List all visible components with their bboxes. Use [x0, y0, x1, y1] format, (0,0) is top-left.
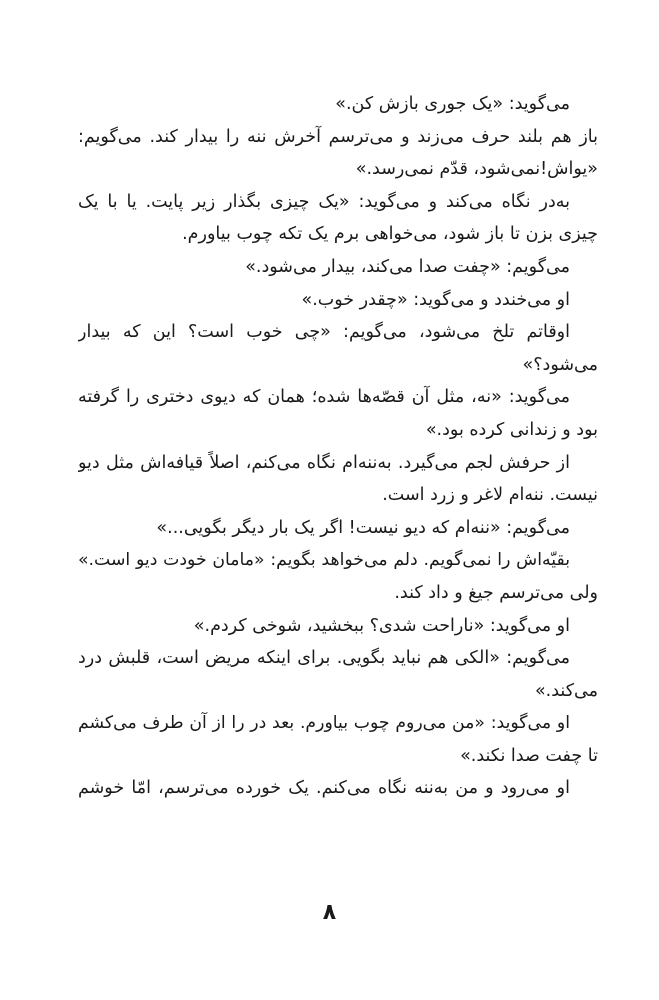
text-line: می‌گوید: «یک جوری بازش کن.» — [335, 94, 570, 114]
text-line: «یواش!نمی‌شود، قدّم نمی‌رسد.» — [355, 159, 598, 180]
text-line: چیزی بزن تا باز شود، می‌خواهی برم یک تکه چوب بیاورم. — [182, 224, 598, 245]
text-line: او می‌گوید: «ناراحت شدی؟ ببخشید، شوخی کردم.» — [193, 615, 570, 636]
text-line: می‌گویم: «ننه‌ام که دیو نیست! اگر یک بار دیگر بگویی...» — [156, 517, 570, 538]
text-line: می‌گویم: «چفت صدا می‌کند، بیدار می‌شود.» — [245, 256, 570, 277]
text-line: تا چفت صدا نکند.» — [460, 745, 598, 766]
page-number: ۸ — [322, 900, 337, 925]
text-line: ولی می‌ترسم جیغ و داد کند. — [394, 582, 598, 603]
text-line: نیست. ننه‌ام لاغر و زرد است. — [382, 485, 598, 506]
text-line: به‌در نگاه می‌کند و می‌گوید: «یک چیزی بگذار زیر پایت. یا با یک — [78, 191, 570, 212]
text-line: او می‌رود و من به‌ننه نگاه می‌کنم. یک خورده می‌ترسم، امّا خوشم — [78, 778, 570, 799]
text-line: می‌گوید: «نه، مثل آن قصّه‌ها شده؛ همان که دیوی دختری را گرفته — [78, 387, 570, 408]
text-line: اوقاتم تلخ می‌شود، می‌گویم: «چی خوب است؟ این که بیدار — [78, 322, 570, 343]
text-line: بقیّه‌اش را نمی‌گویم. دلم می‌خواهد بگویم: «مامان خودت دیو است.» — [78, 550, 570, 571]
body-text — [78, 88, 598, 805]
text-line: او می‌خندد و می‌گوید: «چقدر خوب.» — [301, 289, 570, 310]
text-line: می‌گویم: «الکی هم نباید بگویی. برای اینکه مریض است، قلبش درد — [78, 648, 570, 669]
text-line: از حرفش لجم می‌گیرد. به‌ننه‌ام نگاه می‌کنم، اصلاً قیافه‌اش مثل دیو — [78, 452, 570, 473]
text-line: باز هم بلند حرف می‌زند و می‌ترسم آخرش ننه را بیدار کند. می‌گویم: — [78, 126, 598, 147]
text-line: می‌شود؟» — [522, 354, 598, 375]
text-line: او می‌گوید: «من می‌روم چوب بیاورم. بعد در را از آن طرف می‌کشم — [78, 713, 570, 734]
text-line: بود و زندانی کرده بود.» — [425, 419, 598, 440]
text-line: می‌کند.» — [534, 680, 598, 701]
